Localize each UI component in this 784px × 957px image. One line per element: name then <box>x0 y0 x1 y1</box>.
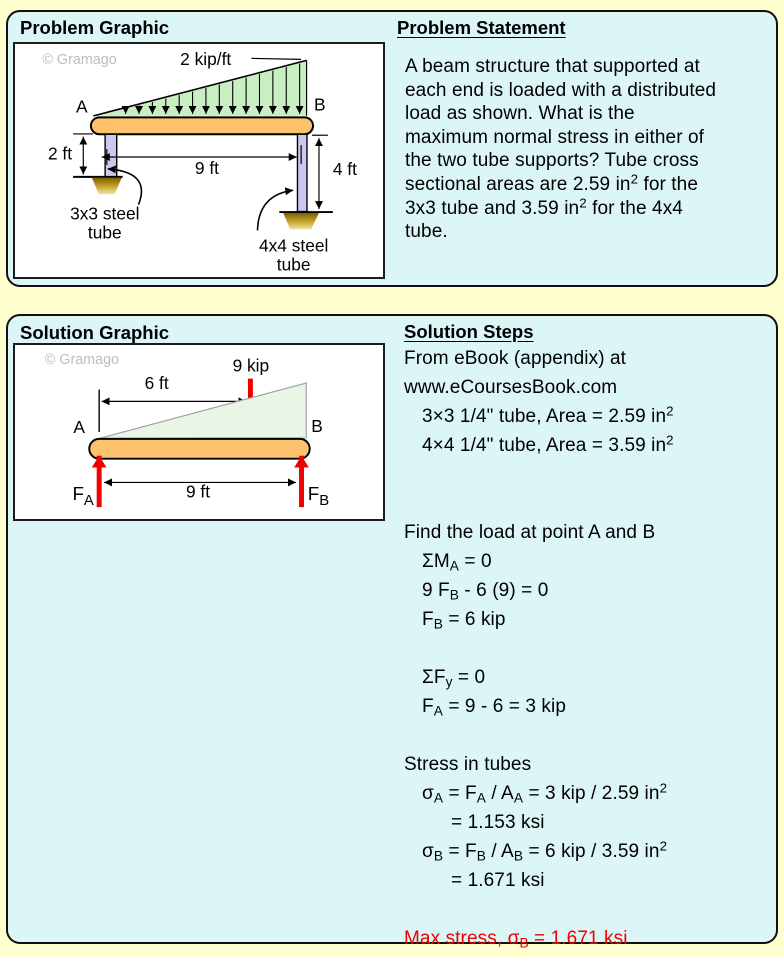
text-line: $F_A = 9 - 6 = 3$ kip <box>422 696 567 719</box>
point-a-label: A <box>76 96 88 117</box>
solution-steps-text <box>404 344 776 953</box>
right-tube-label-2: tube <box>276 254 311 275</box>
watermark: © Gramago <box>42 51 117 68</box>
problem-statement-text <box>405 55 777 244</box>
right-tube-label-1: 4x4 steel <box>258 235 329 256</box>
solution-graphic-box <box>13 343 385 521</box>
text-line: $\sigma_A = F_A / A_A = 3$ kip / 2.59 $in^2$ <box>422 780 668 806</box>
dim-4ft-label: 4 ft <box>332 158 357 179</box>
right-footing <box>279 212 333 229</box>
solution-graphic-title: Solution Graphic <box>20 322 170 343</box>
text-line: $F_B = 6$ kip <box>422 609 506 632</box>
text-line <box>404 460 776 489</box>
watermark: © Gramago <box>44 351 120 368</box>
problem-graphic-title: Problem Graphic <box>20 17 170 38</box>
text-line: www.eCoursesBook.com <box>404 377 618 398</box>
text-line <box>404 489 776 518</box>
text-line: load as shown. What is the <box>405 103 635 125</box>
text-line: tube. <box>405 221 448 243</box>
resultant-label: 9 kip <box>232 355 270 376</box>
solution-panel <box>6 314 778 951</box>
solution-diagram <box>15 345 383 519</box>
text-line: = 1.153 ksi <box>451 812 545 833</box>
left-footing <box>73 177 123 194</box>
text-line: Stress in tubes <box>404 754 532 775</box>
load-label-pointer <box>252 58 302 59</box>
text-line: sectional areas are 2.59 $in^2$ for the <box>405 171 699 195</box>
text-line: 3x3 tube and 3.59 $in^2$ for the 4x4 <box>405 194 683 219</box>
right-tube-callout <box>257 190 328 274</box>
force-a-label: $F_A$ <box>72 483 94 510</box>
text-line <box>404 721 776 750</box>
text-line: = 1.671 ksi <box>451 870 545 891</box>
right-support-column <box>297 134 307 211</box>
text-line: $\Sigma M_A = 0$ <box>422 551 492 574</box>
text-line: From eBook (appendix) at <box>404 348 627 369</box>
text-line: the two tube supports? Tube cross <box>405 150 699 172</box>
dimension-2ft <box>48 134 93 174</box>
text-line: 9 $F_B - 6$ (9) = 0 <box>422 580 549 603</box>
text-line: 3×3 1/4" tube, Area = 2.59 $in^2$ <box>422 403 674 427</box>
point-b-label: B <box>311 416 323 436</box>
dimension-9ft <box>102 145 301 178</box>
load-triangle <box>99 383 306 438</box>
dim-9ft-label: 9 ft <box>185 481 211 502</box>
problem-statement-title: Problem Statement <box>397 17 566 38</box>
problem-graphic-box <box>13 42 385 279</box>
text-line <box>404 895 776 924</box>
text-line: A beam structure that supported at <box>405 56 700 77</box>
left-tube-label-1: 3x3 steel <box>70 203 140 224</box>
solution-steps-title: Solution Steps <box>404 321 534 342</box>
load-label: 2 kip/ft <box>180 48 232 69</box>
beam <box>91 117 313 134</box>
dim-9ft-label: 9 ft <box>194 157 219 178</box>
text-line: Find the load at point A and B <box>404 522 656 543</box>
text-line <box>404 634 776 663</box>
dimension-9ft <box>104 482 296 502</box>
text-line: $\Sigma F_y = 0$ <box>422 667 486 690</box>
beam <box>89 439 309 459</box>
text-line: 4×4 1/4" tube, Area = 3.59 $in^2$ <box>422 432 674 456</box>
problem-diagram <box>15 44 383 277</box>
point-b-label: B <box>314 94 326 115</box>
point-a-label: A <box>73 416 85 437</box>
dim-6ft-label: 6 ft <box>144 372 169 393</box>
text-line: maximum normal stress in either of <box>405 126 705 148</box>
force-b-label: $F_B$ <box>307 483 330 510</box>
dimension-4ft <box>312 135 357 209</box>
dim-2ft-label: 2 ft <box>47 143 73 164</box>
text-line: $\sigma_B = F_B / A_B = 6$ kip / 3.59 $in^2$ <box>422 838 668 864</box>
text-line: each end is loaded with a distributed <box>405 79 717 101</box>
problem-panel <box>6 10 778 287</box>
text-line: Max stress, $\sigma_B = 1.671$ ksi <box>404 928 628 951</box>
left-tube-label-2: tube <box>87 222 122 243</box>
